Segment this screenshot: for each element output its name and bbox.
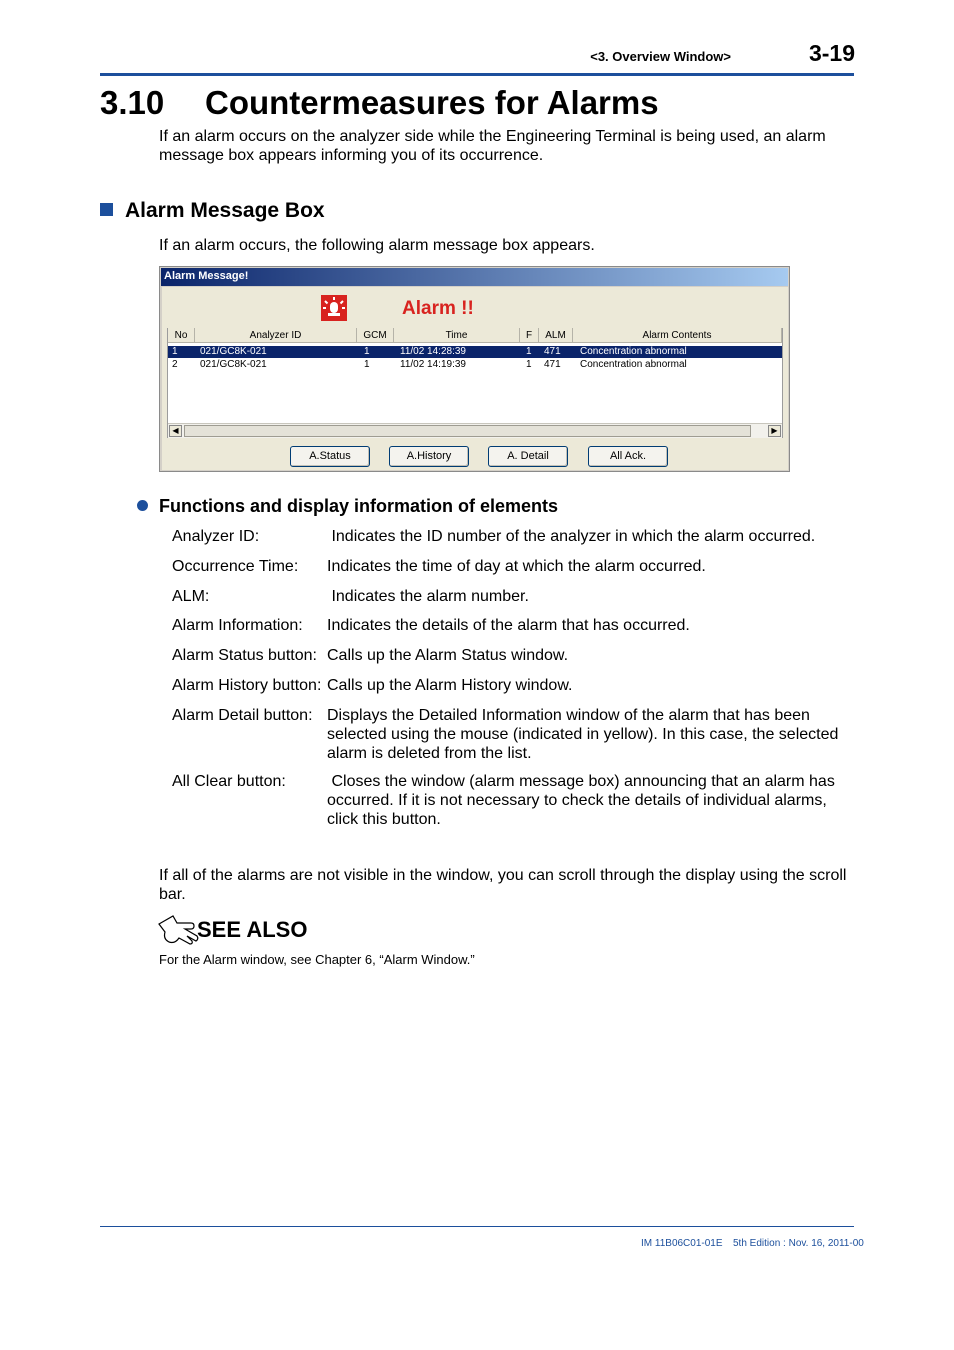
pointing-hand-icon [157, 914, 199, 948]
row-analyzer-id: 021/GC8K-021 [200, 359, 267, 370]
term-alarm-history-button: Alarm History button: [172, 677, 322, 694]
scroll-right-button[interactable]: ▶ [768, 425, 781, 437]
term-analyzer-id: Analyzer ID: [172, 528, 260, 545]
term-alm: ALM: [172, 588, 210, 605]
all-ack-button[interactable]: All Ack. [588, 446, 668, 467]
row-no: 2 [172, 359, 178, 370]
column-header-alarm-contents[interactable]: Alarm Contents [573, 328, 782, 343]
column-header-analyzer-id[interactable]: Analyzer ID [195, 328, 357, 343]
alarm-detail-button[interactable]: A. Detail [488, 446, 568, 467]
term-alarm-status-button: Alarm Status button: [172, 647, 317, 664]
row-contents: Concentration abnormal [580, 359, 687, 370]
desc-all-clear-button: Closes the window (alarm message box) announcing that an alarm has occurred. If it is not necessary to check the details of individual alarms, click this button. [327, 773, 840, 828]
square-bullet-icon [100, 203, 113, 216]
subsection-title-text: Alarm Message Box [125, 199, 325, 222]
term-occurrence-time: Occurrence Time: [172, 558, 299, 575]
section-title [100, 84, 659, 122]
desc-alarm-detail-button: Displays the Detailed Information window of the alarm that has been selected using the mouse (indicated in yellow). In this case, the selected alarm is deleted from the list. [327, 707, 839, 762]
desc-alarm-history-button: Calls up the Alarm History window. [327, 677, 573, 694]
chapter-label: <3. Overview Window> [590, 49, 731, 64]
alarm-history-button[interactable]: A.History [389, 446, 469, 467]
row-alm: 471 [544, 359, 561, 370]
row-alm: 471 [544, 346, 561, 357]
term-alarm-information: Alarm Information: [172, 617, 303, 634]
row-time: 11/02 14:28:39 [400, 346, 466, 357]
table-row[interactable] [168, 346, 782, 358]
alarm-label: Alarm !! [402, 298, 474, 319]
subsection-title [100, 199, 325, 223]
scroll-note: If all of the alarms are not visible in the window, you can scroll through the display using the scroll bar. [159, 867, 847, 903]
section-title-text: Countermeasures for Alarms [205, 84, 659, 121]
header-rule [100, 73, 854, 76]
row-gcm: 1 [364, 359, 370, 370]
row-analyzer-id: 021/GC8K-021 [200, 346, 267, 357]
page-number: 3-19 [808, 40, 855, 66]
see-also-text: For the Alarm window, see Chapter 6, “Alarm Window.” [159, 952, 475, 967]
term-alarm-detail-button: Alarm Detail button: [172, 707, 313, 724]
dialog-title: Alarm Message! [164, 270, 249, 282]
section-number: 3.10 [100, 84, 165, 121]
table-row[interactable] [168, 359, 782, 371]
desc-occurrence-time: Indicates the time of day at which the alarm occurred. [327, 558, 706, 575]
footer-rule [100, 1226, 854, 1227]
see-also-label: SEE ALSO [197, 917, 308, 942]
horizontal-scrollbar[interactable] [168, 423, 782, 438]
section-intro: If an alarm occurs on the analyzer side while the Engineering Terminal is being used, an alarm message box appears informing you of its occurrence. [159, 128, 826, 164]
alarm-siren-icon [321, 295, 347, 321]
scroll-left-button[interactable]: ◀ [169, 425, 182, 437]
column-header-no[interactable]: No [168, 328, 195, 343]
row-time: 11/02 14:19:39 [400, 359, 466, 370]
desc-analyzer-id: Indicates the ID number of the analyzer in which the alarm occurred. [327, 528, 816, 545]
column-header-alm[interactable]: ALM [539, 328, 573, 343]
dialog-title-bar [161, 268, 788, 286]
row-gcm: 1 [364, 346, 370, 357]
column-header-f[interactable]: F [520, 328, 539, 343]
column-header-gcm[interactable]: GCM [357, 328, 394, 343]
row-f: 1 [526, 359, 532, 370]
edition: 5th Edition : Nov. 16, 2011-00 [733, 1238, 864, 1249]
functions-heading-text: Functions and display information of elements [159, 496, 559, 516]
desc-alarm-status-button: Calls up the Alarm Status window. [327, 647, 569, 664]
row-contents: Concentration abnormal [580, 346, 687, 357]
column-header-time[interactable]: Time [394, 328, 520, 343]
row-no: 1 [172, 346, 178, 357]
scroll-thumb[interactable] [184, 425, 751, 437]
alarm-status-button[interactable]: A.Status [290, 446, 370, 467]
subsection-intro: If an alarm occurs, the following alarm message box appears. [159, 237, 595, 254]
term-all-clear-button: All Clear button: [172, 773, 286, 790]
round-bullet-icon [137, 500, 148, 511]
row-f: 1 [526, 346, 532, 357]
functions-heading [137, 496, 558, 517]
desc-alm: Indicates the alarm number. [327, 588, 529, 605]
desc-alarm-information: Indicates the details of the alarm that has occurred. [327, 617, 690, 634]
doc-id: IM 11B06C01-01E [641, 1238, 723, 1249]
alarm-list[interactable] [167, 328, 783, 438]
